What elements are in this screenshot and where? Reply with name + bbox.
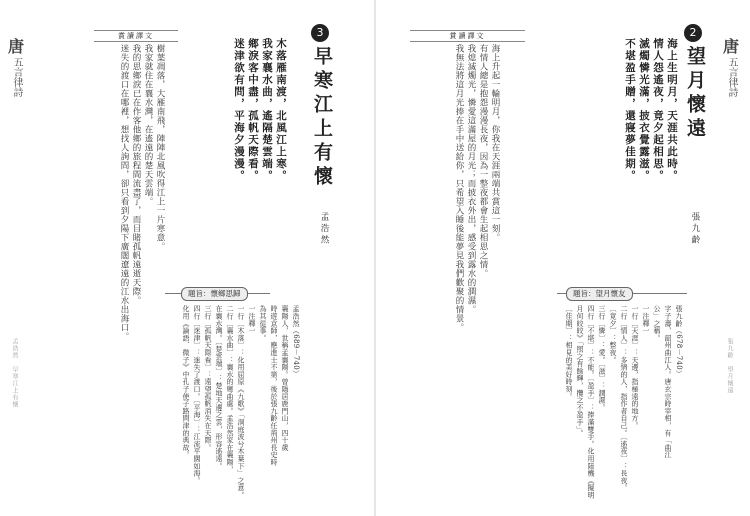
appreciation-line: 樹葉凋落，大雁南飛，陣陣北風吹得江上一片寒意。 [155,44,165,251]
appreciation-line: 我熄滅燭光，憐愛這滿屋的月光；而披衣外出，感受到露水的潤濕。 [466,44,476,314]
poem-body [232,38,288,182]
poem-line: 情人怨遙夜，竟夕起相思。 [652,38,664,182]
poem-line: 鄉淚客中盡，孤帆天際看。 [247,38,259,182]
gutter-label: 五言律詩 [11,57,22,97]
note-line: 二行〔襄水曲〕：襄水的彎曲處。孟浩然家在襄陽， [226,305,234,473]
poem-line: 滅燭憐光滿，披衣覺露滋。 [638,38,650,182]
poem-body [623,38,679,182]
right-page [375,0,750,516]
appreciation-heading: 賞讀譯文 [94,30,178,42]
note-line: 襄陽人，世稱孟襄陽。曾隱居鹿門山，四十歲 [281,305,289,451]
appreciation-line: 海上升起一輪明月，你我在天涯兩端共賞這一刻。 [490,44,500,242]
gutter-big-char: 唐 [723,37,740,56]
appreciation-line: 我的思鄉淚已在作客他鄉的旅程間流盡了，而目睹孤帆遠逝天際。 [131,44,141,305]
right-gutter [723,37,740,394]
note-line: 二行〔情人〕：多情的人，指作者自己。〔遙夜〕：長夜。 [620,305,628,492]
appreciation-line: 我家就住在襄水灣，在遙遠的楚天雲端。 [143,44,153,206]
appreciation-heading: 賞讀譯文 [410,30,525,42]
left-gutter [8,37,25,408]
poem-line: 迷津欲有問，平海夕漫漫。 [233,38,245,182]
poem-title: 望月懷遠 [684,46,706,142]
note-line: 公」之稱。 [653,305,661,342]
poem-author: 孟浩然 [319,212,329,247]
note-line: 一注釋一 [642,305,650,335]
poem-title: 早寒江上有懷 [311,46,333,190]
note-line: 月何皎皎》「照之有餘輝，攬之不盈手」。 [576,305,584,437]
note-line: 〔佳期〕：相見的美好時刻。 [565,305,573,400]
poem-line: 不堪盈手贈，還寢夢佳期。 [624,38,636,182]
poem-line: 海上生明月，天涯共此時。 [666,38,678,182]
poem-line: 木落雁南渡，北風江上寒。 [275,38,287,182]
note-line: 時遊京師，應進士不第，後於張九齡任荊州長史時 [270,305,278,466]
note-line: 一行〔木落〕：化用屈原《九歌》「洞庭波兮木葉下」之意。 [237,305,245,499]
gutter-big-char: 唐 [8,37,25,56]
appreciation-text [118,44,166,341]
appreciation-line: 迷失的渡口在哪裡，想找人詢問，卻只看到夕陽下廣闊遼遠的江水出海口。 [119,44,129,341]
note-line: 一注釋一 [248,305,256,335]
notes-section [563,305,684,499]
appreciation-line: 我無法將這月光捧在手中送給你，只希望入睡後能夢見我們歡聚的情景。 [454,44,464,332]
note-line: 一行〔天涯〕：天邊，指極遠的地方。 [631,305,639,430]
poem-number-badge: 2 [684,24,702,42]
note-line: 〔竟夕〕：整夜。 [609,305,617,364]
note-line: 孟浩然（689－740） [292,305,300,378]
gutter-faint-text: 張九齡 望月懷遠 [726,338,733,394]
poem-number-badge: 3 [311,24,329,42]
note-line: 在襄水灣。〔楚雲端〕：楚地天邊之雲，形容遙遠。 [215,305,223,470]
poem-line: 我家襄水曲，遙隔楚雲端。 [261,38,273,182]
note-line: 字子壽，韶州曲江人。唐玄宗時宰相，有「曲江 [664,305,672,459]
note-line: 四行〔迷津〕：迷失了渡口。〔平海〕：江流平闊如海。 [193,305,201,484]
note-line: 四行〔不堪〕：不能。〔盈手〕：捧滿雙手。化用陸機《擬明 [587,305,595,499]
note-line: 三行〔憐〕：愛。〔滋〕：潤濕。 [598,305,606,411]
note-line: 為其從事。 [259,305,267,342]
poem-author: 張九齡 [690,212,700,247]
note-line: 化用《論語．微子》中孔子使子路問津的典故。 [182,305,190,459]
appreciation-text [453,44,501,332]
note-line: 三行〔孤帆天際看〕：遠望孤帆消失在天際。 [204,305,212,451]
note-line: 張九齡（678－740） [675,305,683,378]
gutter-label: 五言律詩 [726,57,737,97]
appreciation-line: 有情人總是抱怨漫漫長夜，因為一整夜都會生起相思之情。 [478,44,488,278]
theme-badge: 題旨：望月懷友 [566,287,633,301]
gutter-faint-text: 孟浩然 早寒江上有懷 [11,338,18,408]
notes-section [180,305,301,499]
theme-badge: 題旨：懷鄉思歸 [181,287,248,301]
